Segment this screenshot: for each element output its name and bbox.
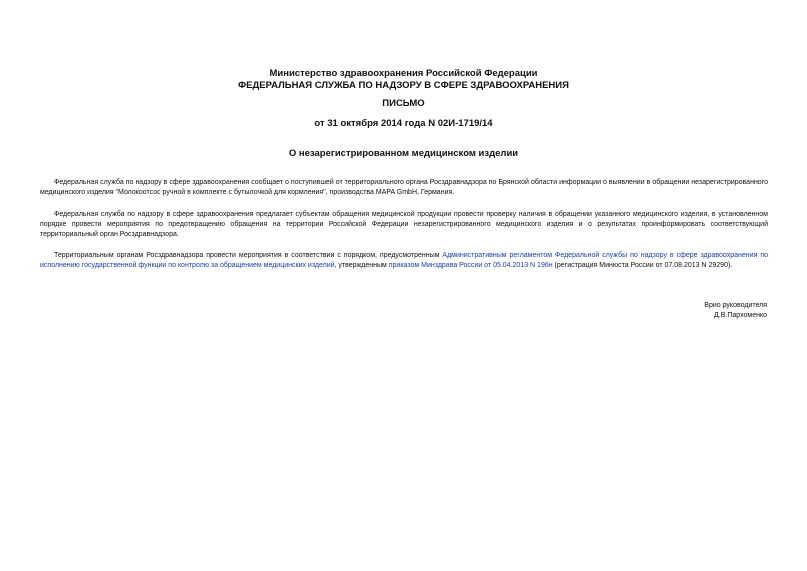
paragraph-3-text-c: (регистрация Минюста России от 07.08.2013 N 29290).: [552, 262, 733, 269]
signature-name: Д.В.Пархоменко: [714, 312, 767, 319]
paragraph-1: Федеральная служба по надзору в сфере здравоохранения сообщает о поступившей от территориального органа Росздравнадзора по Брянской области информации о выявлении в обращении незарегистрированного медицинского изделия "Молокоотсос ручной в комплекте с бутылочкой для кормления", производства MAPA GmbH, Германия.: [40, 179, 768, 196]
ministry-title: Министерство здравоохранения Российской Федерации: [269, 68, 538, 79]
paragraph-3-text-a: Территориальным органам Росздравнадзора провести мероприятия в соответствии с порядком, предусмотренным: [54, 252, 443, 259]
signature-position: Врио руководителя: [704, 302, 767, 309]
paragraph-3: [40, 251, 768, 271]
service-title: ФЕДЕРАЛЬНАЯ СЛУЖБА ПО НАДЗОРУ В СФЕРЕ ЗДРАВООХРАНЕНИЯ: [238, 80, 569, 91]
document-type: ПИСЬМО: [382, 98, 425, 109]
paragraph-3-text-b: , утвержденным: [334, 262, 389, 269]
order-link[interactable]: приказом Минздрава России от 05.04.2013 N 196н: [388, 262, 553, 269]
paragraph-2: Федеральная служба по надзору в сфере здравоохранения предлагает субъектам обращения медицинской продукции провести проверку наличия в обращении указанного медицинского изделия, в установленном порядке провести мероприятия по предотвращению обращения на территории Российской Федерации незарегистрированного медицинского изделия и о результатах проинформировать соответствующий территориальный орган Росздравнадзора.: [40, 211, 768, 238]
document-date-number: от 31 октября 2014 года N 02И-1719/14: [314, 118, 493, 129]
regulation-link[interactable]: Административным регламентом Федеральной службы по надзору в сфере здравоохранения по исполнению государственной функции по контролю за обращением медицинских изделий: [40, 252, 768, 269]
document-subject: О незарегистрированном медицинском изделии: [288, 148, 519, 159]
